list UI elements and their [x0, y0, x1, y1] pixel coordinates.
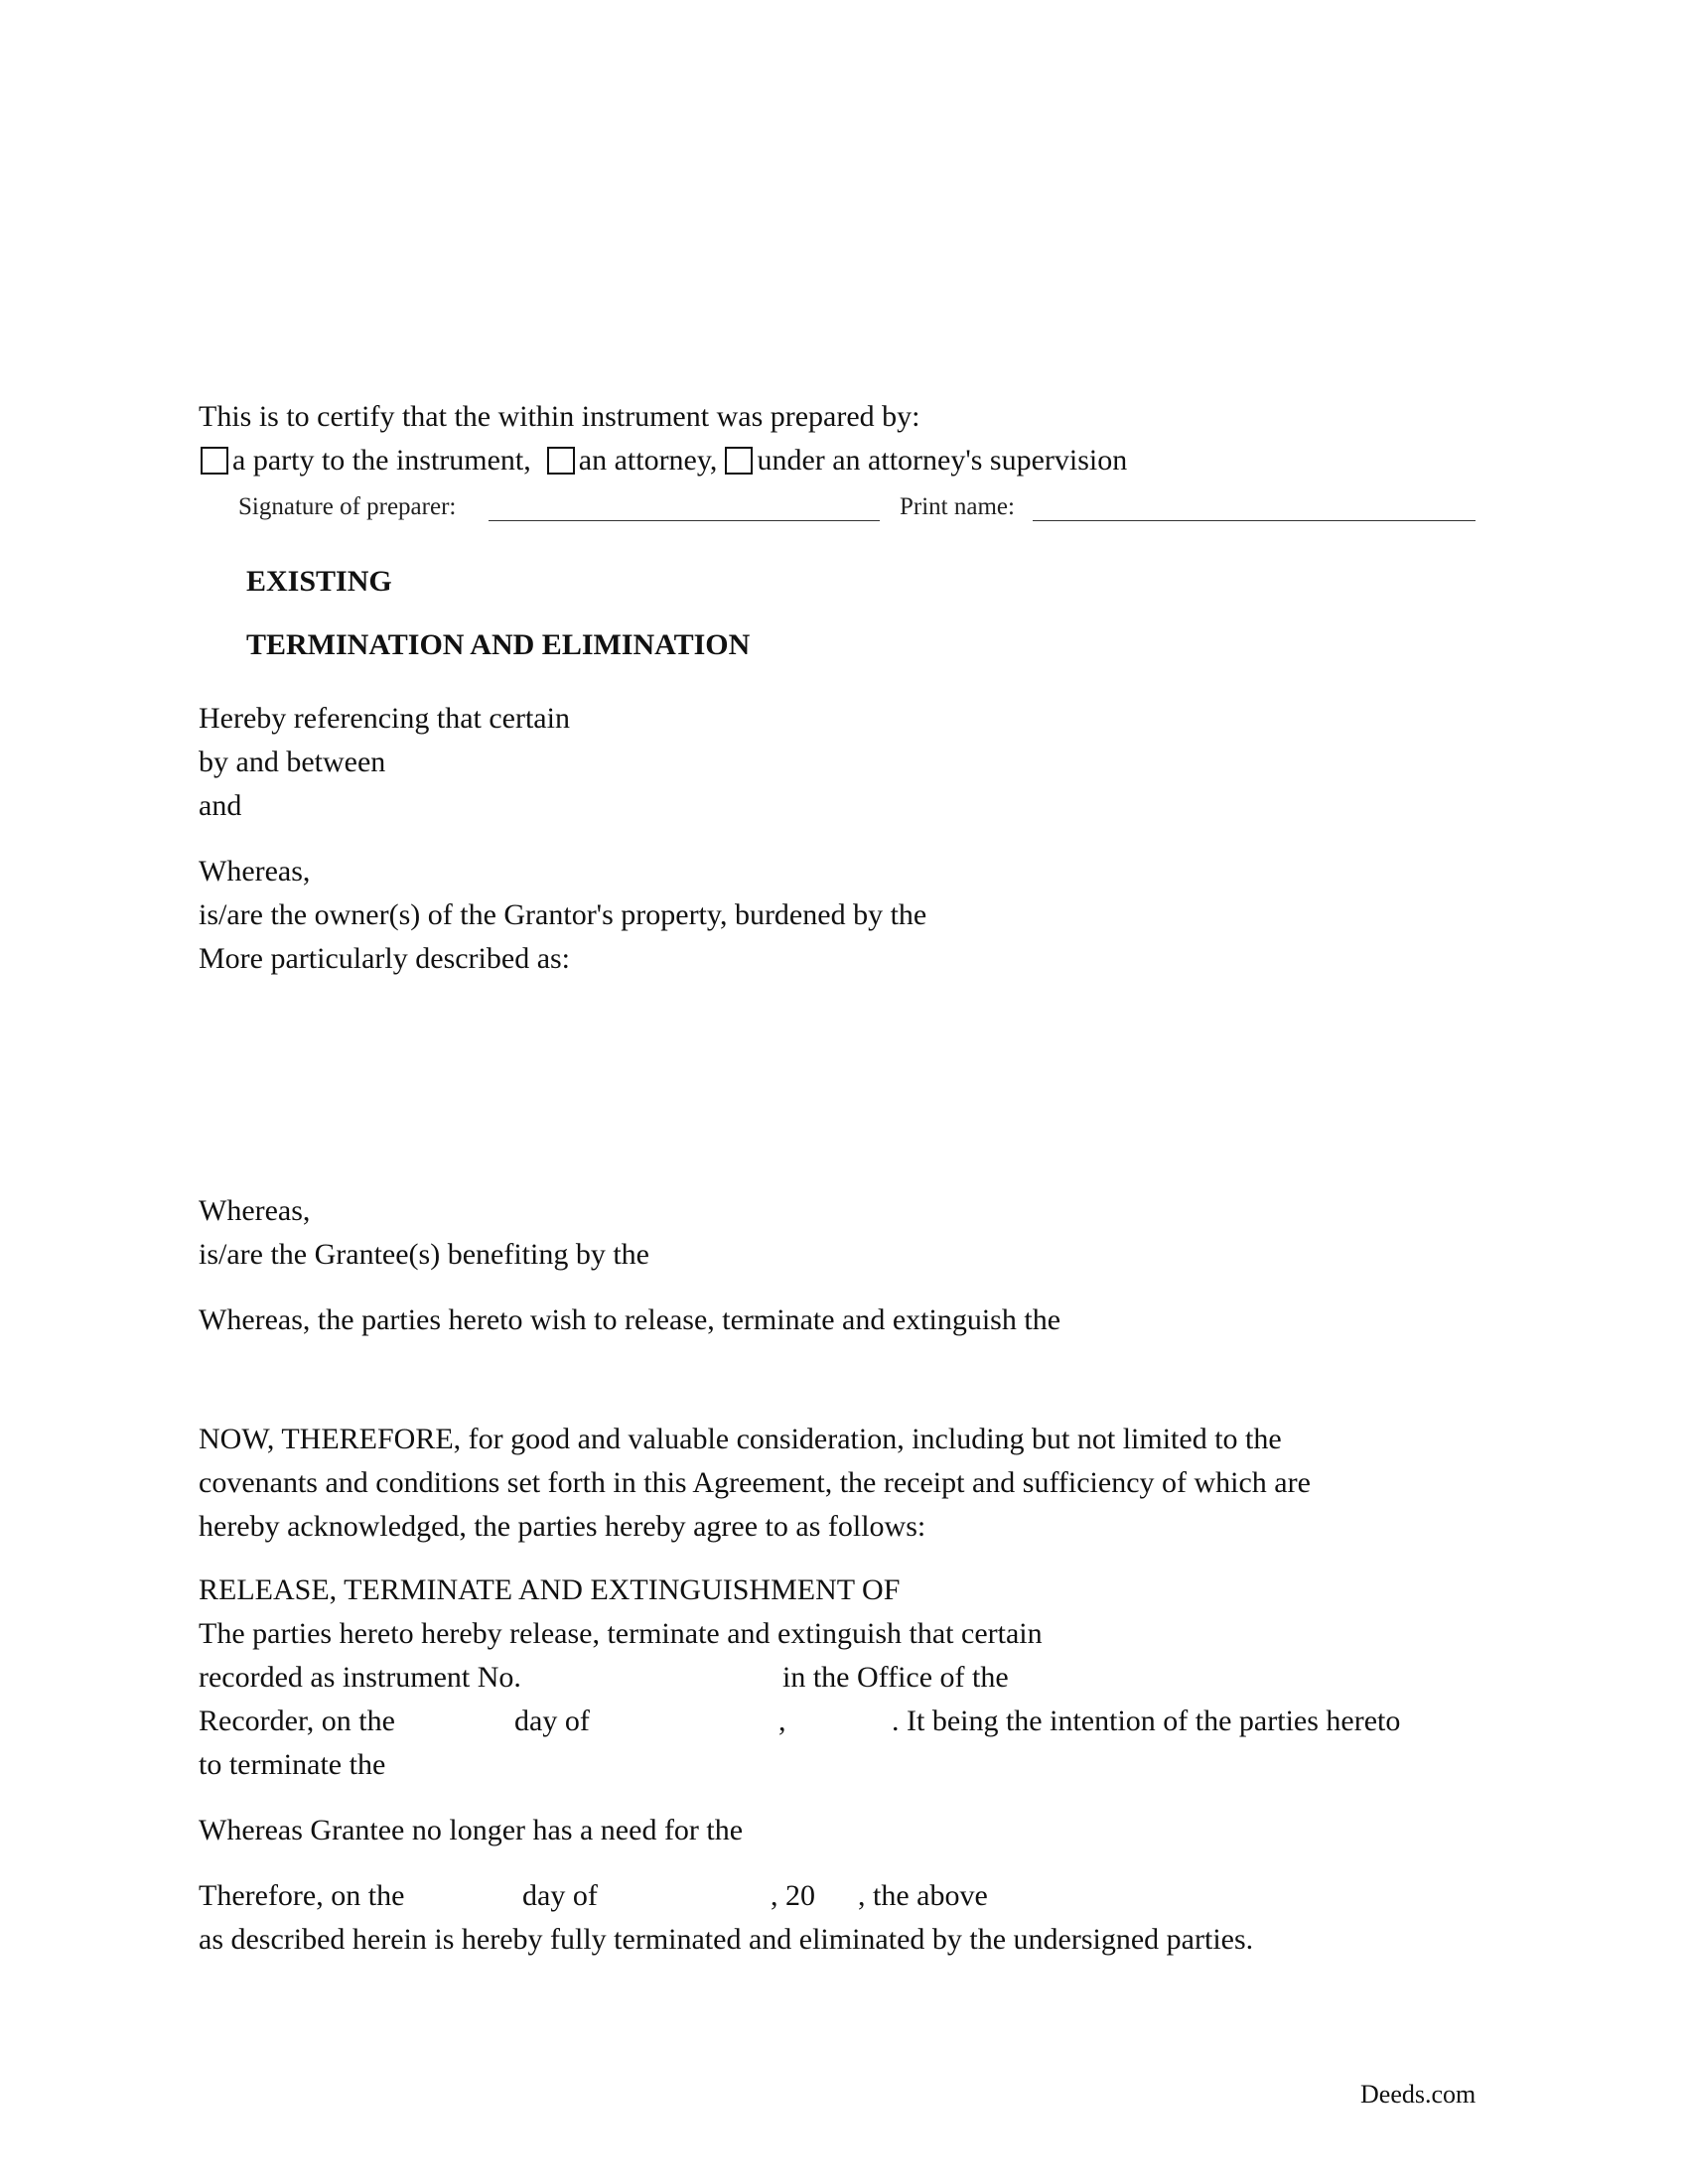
therefore-d: , the above [858, 1879, 988, 1912]
attorney-option-label: an attorney, [578, 444, 718, 477]
whereas-3: Whereas, the parties hereto wish to release, terminate and extinguish the [199, 1303, 1061, 1336]
party-option-label: a party to the instrument, [232, 444, 531, 477]
signature-label: Signature of preparer: [238, 493, 457, 520]
release-heading: RELEASE, TERMINATE AND EXTINGUISHMENT OF [199, 1573, 901, 1606]
now-therefore-1: NOW, THEREFORE, for good and valuable consideration, including but not limited to the [199, 1423, 1282, 1455]
certification-intro: This is to certify that the within instrument was prepared by: [199, 400, 920, 433]
footer-brand: Deeds.com [1360, 2080, 1477, 2109]
attorney-checkbox[interactable] [547, 447, 575, 475]
now-therefore-2: covenants and conditions set forth in this Agreement, the receipt and sufficiency of which are [199, 1466, 1311, 1499]
release-line-4: to terminate the [199, 1748, 386, 1781]
whereas-1c: More particularly described as: [199, 942, 571, 975]
therefore-c: , 20 [771, 1879, 815, 1912]
release-line-3a: Recorder, on the [199, 1705, 395, 1737]
release-line-3c: , [778, 1705, 786, 1737]
party-checkbox[interactable] [201, 447, 228, 475]
heading-termination: TERMINATION AND ELIMINATION [246, 628, 751, 661]
whereas-1a: Whereas, [199, 855, 311, 887]
now-therefore-3: hereby acknowledged, the parties hereby agree to as follows: [199, 1510, 926, 1543]
supervision-option-label: under an attorney's supervision [757, 444, 1128, 477]
release-line-2a: recorded as instrument No. [199, 1661, 521, 1694]
print-name-line[interactable] [1033, 496, 1476, 521]
therefore-a: Therefore, on the [199, 1879, 405, 1912]
whereas-2a: Whereas, [199, 1194, 311, 1227]
grantee-need: Whereas Grantee no longer has a need for the [199, 1814, 744, 1846]
preparer-options [201, 443, 1127, 478]
ref-line-2: by and between [199, 746, 386, 778]
release-line-3b: day of [514, 1705, 590, 1737]
therefore-2: as described herein is hereby fully terminated and eliminated by the undersigned parties. [199, 1923, 1254, 1956]
whereas-2b: is/are the Grantee(s) benefiting by the [199, 1238, 649, 1271]
release-line-3d: . It being the intention of the parties hereto [892, 1705, 1401, 1737]
ref-line-1: Hereby referencing that certain [199, 702, 570, 735]
supervision-checkbox[interactable] [725, 447, 753, 475]
release-line-1: The parties hereto hereby release, terminate and extinguish that certain [199, 1617, 1043, 1650]
heading-existing: EXISTING [246, 565, 392, 598]
ref-line-3: and [199, 789, 242, 822]
whereas-1b: is/are the owner(s) of the Grantor's property, burdened by the [199, 898, 927, 931]
therefore-b: day of [522, 1879, 598, 1912]
signature-line[interactable] [489, 496, 880, 521]
print-name-label: Print name: [900, 493, 1015, 520]
release-line-2b: in the Office of the [782, 1661, 1009, 1694]
